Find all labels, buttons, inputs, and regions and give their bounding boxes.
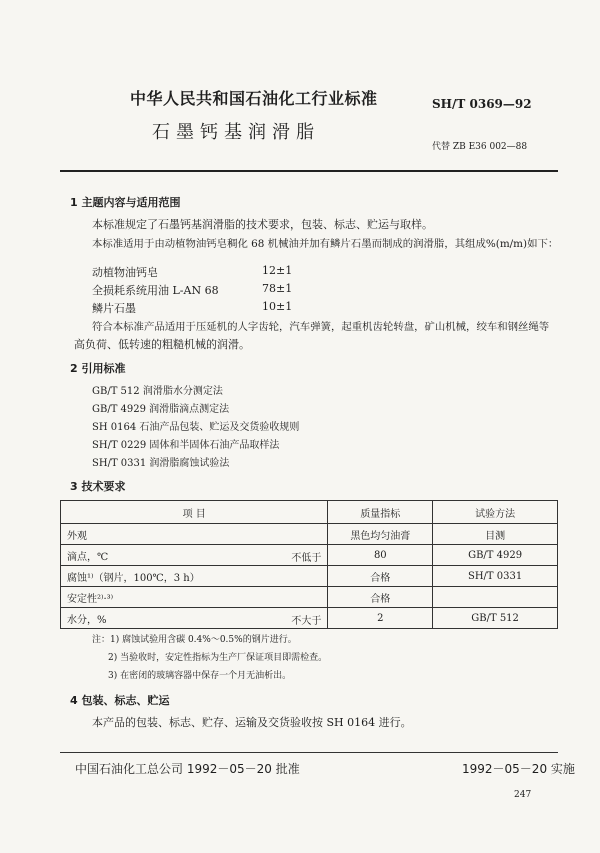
issuing-organization: 中华人民共和国石油化工行业标准: [130, 89, 378, 108]
standard-code: SH/T 0369—92: [432, 97, 532, 111]
section-1-para-2: 本标准适用于由动植物油钙皂稠化 68 机械油并加有鳞片石墨而制成的润滑脂，其组成%(m/m)如下：: [92, 238, 559, 250]
row-item-label: 水分，%: [67, 614, 107, 626]
header-spec: 质量指标: [328, 501, 433, 524]
row-item: [61, 587, 328, 608]
footer-divider: [60, 752, 558, 753]
composition-value: 10±1: [262, 300, 293, 313]
row-value: 80: [328, 545, 433, 566]
row-method: SH/T 0331: [433, 566, 558, 587]
reference-item: SH 0164 石油产品包装、贮运及交货验收规则: [92, 422, 300, 433]
composition-value: 12±1: [262, 264, 293, 277]
row-item-label: 腐蚀¹⁾（钢片，100℃，3 h）: [67, 572, 200, 584]
table-row: [61, 545, 558, 566]
composition-name: 全损耗系统用油 L-AN 68: [92, 284, 219, 297]
row-value: 黑色均匀油膏: [328, 524, 433, 545]
row-value: 合格: [328, 587, 433, 608]
composition-name: 鳞片石墨: [92, 302, 136, 315]
reference-item: SH/T 0229 固体和半固体石油产品取样法: [92, 440, 280, 451]
section-1-para-1: 本标准规定了石墨钙基润滑脂的技术要求，包装、标志、贮运与取样。: [92, 218, 433, 231]
section-3-heading: 3 技术要求: [70, 480, 126, 493]
section-4-para: 本产品的包装、标志、贮存、运输及交货验收按 SH 0164 进行。: [92, 716, 412, 729]
reference-item: SH/T 0331 润滑脂腐蚀试验法: [92, 458, 230, 469]
document-title: 石墨钙基润滑脂: [152, 122, 320, 143]
section-1-para-3-line-2: 高负荷、低转速的粗糙机械的润滑。: [74, 338, 250, 351]
header-item: 项 目: [61, 501, 328, 524]
row-method: 目测: [433, 524, 558, 545]
table-row: [61, 566, 558, 587]
section-1-para-3-line-1: 符合本标准产品适用于压延机的人字齿轮，汽车弹簧，起重机齿轮转盘，矿山机械，绞车和钢丝绳等: [92, 321, 550, 333]
page-number: 247: [514, 790, 532, 800]
row-method: [433, 587, 558, 608]
table-note: 2) 当验收时，安定性指标为生产厂保证项目即需检查。: [108, 653, 328, 663]
reference-item: GB/T 4929 润滑脂滴点测定法: [92, 404, 230, 415]
composition-name: 动植物油钙皂: [92, 266, 158, 279]
table-note: 注：1) 腐蚀试验用含碳 0.4%～0.5%的钢片进行。: [92, 635, 297, 645]
requirements-table: [60, 500, 558, 629]
row-value: 合格: [328, 566, 433, 587]
section-4-heading: 4 包装、标志、贮运: [70, 694, 170, 707]
approval-line: 中国石油化工总公司 1992－05－20 批准: [75, 762, 300, 776]
replaces-standard: 代替 ZB E36 002—88: [432, 142, 528, 152]
table-row: [61, 524, 558, 545]
table-row: [61, 608, 558, 629]
header-divider: [60, 170, 558, 172]
section-1-heading: 1 主题内容与适用范围: [70, 196, 181, 209]
implementation-date: 1992－05－20 实施: [462, 762, 575, 776]
row-item: [61, 545, 328, 566]
reference-item: GB/T 512 润滑脂水分测定法: [92, 386, 223, 397]
row-method: GB/T 4929: [433, 545, 558, 566]
section-2-heading: 2 引用标准: [70, 362, 126, 375]
row-item-label: 滴点，℃: [67, 551, 109, 563]
row-condition: 不低于: [291, 553, 322, 564]
row-condition: 不大于: [291, 616, 322, 627]
row-value: 2: [328, 608, 433, 629]
header-method: 试验方法: [433, 501, 558, 524]
row-method: GB/T 512: [433, 608, 558, 629]
table-header-row: [61, 501, 558, 524]
row-item: [61, 608, 328, 629]
table-row: [61, 587, 558, 608]
row-item: [61, 566, 328, 587]
table-note: 3) 在密闭的玻璃容器中保存一个月无油析出。: [108, 671, 292, 681]
row-item-label: 安定性²⁾·³⁾: [67, 593, 114, 605]
row-item-label: 外观: [67, 530, 87, 542]
composition-value: 78±1: [262, 282, 293, 295]
row-item: [61, 524, 328, 545]
